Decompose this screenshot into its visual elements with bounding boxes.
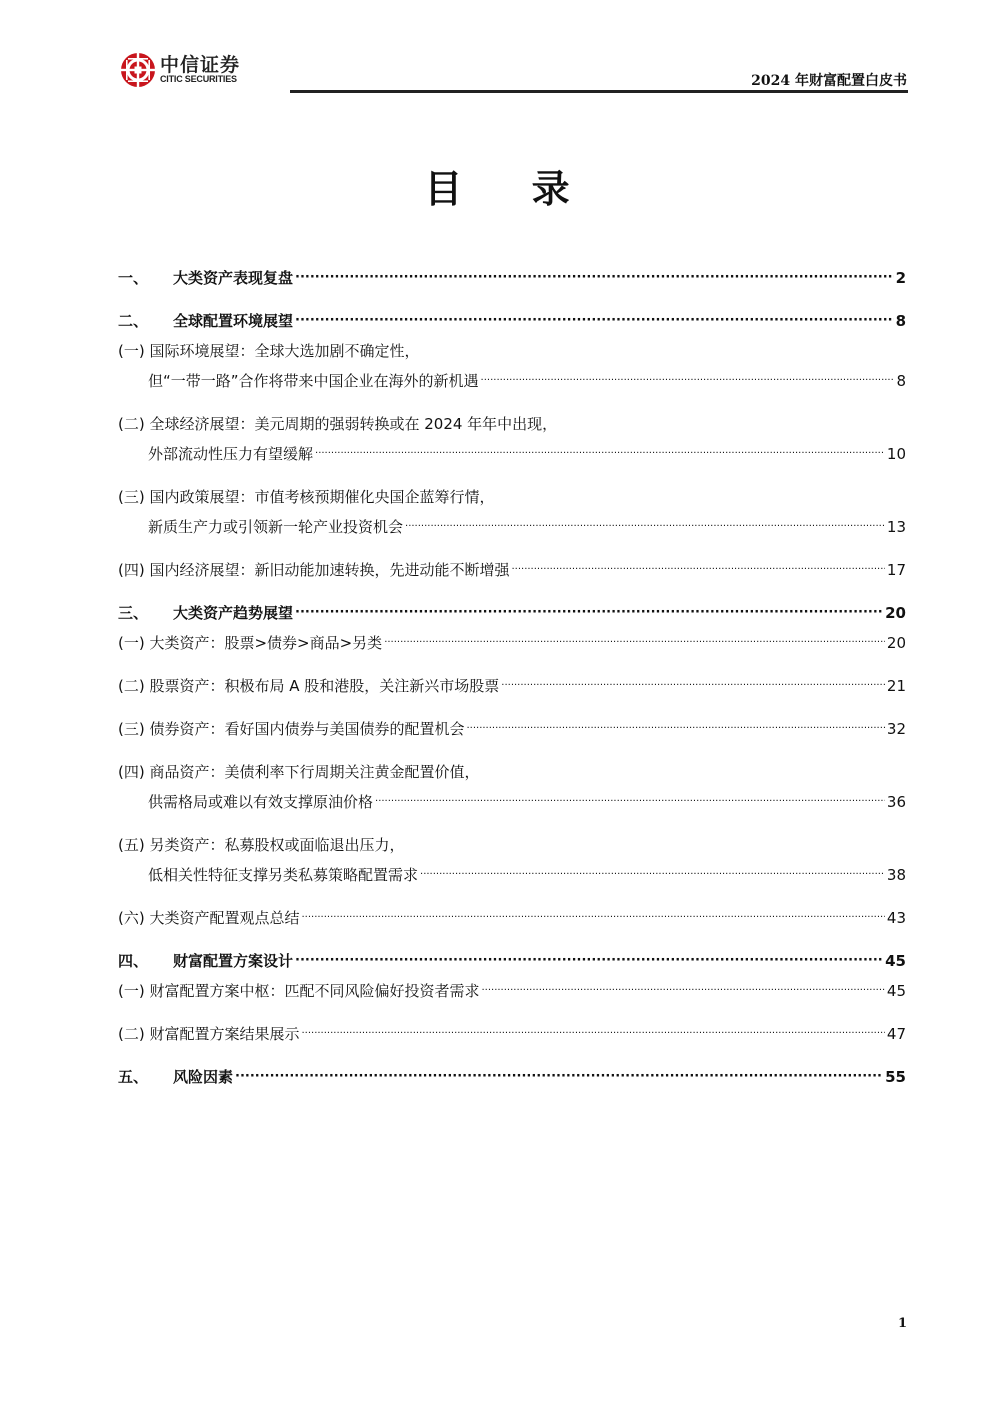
toc-entry-label: 大类资产趋势展望	[173, 604, 294, 622]
page-number: 1	[897, 1316, 907, 1331]
toc-entry-page: 36	[886, 793, 906, 811]
toc-entry-page: 17	[886, 561, 906, 579]
toc-leader	[405, 513, 885, 538]
toc-entry-label-line2: 但“一带一路”合作将带来中国企业在海外的新机遇	[148, 372, 479, 390]
toc-leader	[466, 715, 884, 740]
toc-entry-label: 风险因素	[173, 1068, 234, 1086]
toc-entry-page: 13	[886, 518, 906, 536]
toc-entry-page: 43	[886, 909, 906, 927]
toc-entry-label: (四) 国内经济展望：新旧动能加速转换，先进动能不断增强	[118, 561, 510, 579]
toc-leader	[295, 265, 894, 289]
toc-leader	[481, 367, 895, 392]
toc-entry-label: (一) 大类资产：股票>债券>商品>另类	[118, 634, 383, 652]
toc-entry[interactable]	[118, 486, 906, 508]
toc-entry-page: 45	[885, 952, 906, 970]
toc-entry-label: (一) 财富配置方案中枢：匹配不同风险偏好投资者需求	[118, 982, 480, 1000]
toc-entry-continuation[interactable]	[118, 864, 906, 886]
toc-entry-label: 大类资产表现复盘	[173, 269, 294, 287]
toc-entry-label: 财富配置方案设计	[173, 952, 294, 970]
toc-leader	[315, 440, 885, 465]
toc-leader	[501, 672, 885, 697]
toc-entry[interactable]	[118, 632, 906, 654]
toc-entry-number: 三、	[118, 604, 149, 622]
toc-entry[interactable]	[118, 761, 906, 783]
toc-entry-page: 32	[886, 720, 906, 738]
citic-logo-icon	[120, 52, 156, 88]
toc-entry-number: 五、	[118, 1068, 149, 1086]
toc-entry-label: (一) 国际环境展望：全球大选加剧不确定性，	[118, 342, 420, 360]
toc-entry-label-line2: 新质生产力或引领新一轮产业投资机会	[148, 518, 404, 536]
toc-entry[interactable]	[118, 907, 906, 929]
toc-entry-label-line2: 低相关性特征支撑另类私募策略配置需求	[148, 866, 419, 884]
toc-entry-page: 20	[885, 604, 906, 622]
toc-leader	[384, 629, 885, 654]
toc-entry[interactable]	[118, 950, 906, 972]
toc-entry-page: 8	[896, 372, 906, 390]
toc-entry[interactable]	[118, 602, 906, 624]
toc-entry-label: (二) 全球经济展望：美元周期的强弱转换或在 2024 年年中出现，	[118, 415, 558, 433]
toc-entry-number: 四、	[118, 952, 149, 970]
toc-entry[interactable]	[118, 834, 906, 856]
toc-entry-label: (二) 财富配置方案结果展示	[118, 1025, 300, 1043]
toc-leader	[235, 1064, 883, 1088]
toc-leader	[301, 1020, 884, 1045]
toc-entry-page: 20	[886, 634, 906, 652]
toc-entry-page: 2	[895, 269, 906, 287]
brand-name-en: CITIC SECURITIES	[160, 74, 237, 84]
toc-entry-page: 10	[886, 445, 906, 463]
toc-entry[interactable]	[118, 340, 906, 362]
document-title: 2024 年财富配置白皮书	[751, 73, 907, 89]
toc-entry[interactable]	[118, 1066, 906, 1088]
brand-name-cn: 中信证券	[160, 54, 241, 76]
toc-entry-label: (四) 商品资产：美债利率下行周期关注黄金配置价值，	[118, 763, 480, 781]
toc-entry-continuation[interactable]	[118, 516, 906, 538]
toc-entry[interactable]	[118, 413, 906, 435]
toc-leader	[481, 977, 884, 1002]
toc-entry-number: 二、	[118, 312, 149, 330]
toc-leader	[511, 556, 884, 581]
toc-leader	[295, 600, 883, 624]
toc-leader	[301, 904, 884, 929]
toc-entry-page: 21	[886, 677, 906, 695]
toc-heading: 目 录	[424, 167, 598, 211]
toc-entry[interactable]	[118, 718, 906, 740]
toc-entry[interactable]	[118, 675, 906, 697]
toc-entry-page: 47	[886, 1025, 906, 1043]
toc-entry-label: (六) 大类资产配置观点总结	[118, 909, 300, 927]
toc-leader	[295, 948, 883, 972]
toc-entry-label: (三) 国内政策展望：市值考核预期催化央国企蓝筹行情，	[118, 488, 495, 506]
toc-entry-page: 45	[886, 982, 906, 1000]
toc-entry-label: (五) 另类资产：私募股权或面临退出压力，	[118, 836, 405, 854]
toc-entry[interactable]	[118, 980, 906, 1002]
toc-leader	[295, 308, 894, 332]
toc-entry[interactable]	[118, 310, 906, 332]
toc-entry-number: 一、	[118, 269, 149, 287]
toc-entry-label: (二) 股票资产：积极布局 A 股和港股，关注新兴市场股票	[118, 677, 500, 695]
toc-entry-label: 全球配置环境展望	[173, 312, 294, 330]
toc-entry-label-line2: 供需格局或难以有效支撑原油价格	[148, 793, 374, 811]
toc-entry-label: (三) 债券资产：看好国内债券与美国债券的配置机会	[118, 720, 465, 738]
toc-entry[interactable]	[118, 267, 906, 289]
toc-entry-continuation[interactable]	[118, 791, 906, 813]
toc-entry-continuation[interactable]	[118, 443, 906, 465]
toc-entry-page: 55	[885, 1068, 906, 1086]
toc-entry[interactable]	[118, 559, 906, 581]
toc-entry-page: 38	[886, 866, 906, 884]
toc-entry[interactable]	[118, 1023, 906, 1045]
toc-entry-continuation[interactable]	[118, 370, 906, 392]
brand-logo	[120, 50, 260, 90]
toc-leader	[420, 861, 885, 886]
toc-leader	[375, 788, 885, 813]
header-divider	[290, 90, 908, 93]
toc-entry-page: 8	[895, 312, 906, 330]
toc-entry-label-line2: 外部流动性压力有望缓解	[148, 445, 314, 463]
